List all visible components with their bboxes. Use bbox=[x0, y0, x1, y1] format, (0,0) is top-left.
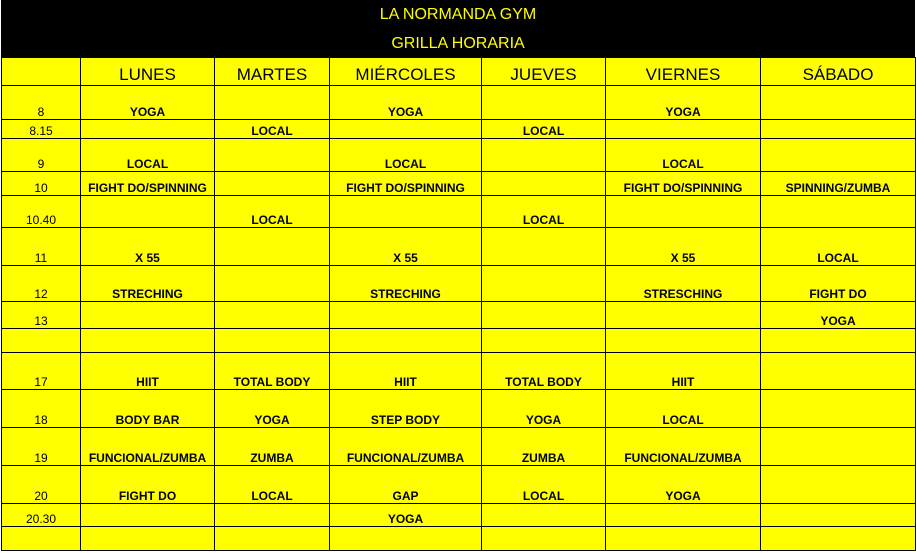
class-cell bbox=[761, 329, 916, 353]
class-cell bbox=[482, 228, 606, 266]
day-header-viernes: VIERNES bbox=[606, 58, 761, 86]
schedule-row bbox=[2, 139, 916, 172]
schedule-row bbox=[2, 172, 916, 196]
day-header-miercoles: MIÉRCOLES bbox=[330, 58, 482, 86]
class-cell: YOGA bbox=[215, 390, 330, 428]
time-cell: 10 bbox=[2, 172, 81, 196]
class-cell bbox=[482, 329, 606, 353]
class-cell bbox=[606, 120, 761, 139]
class-cell: YOGA bbox=[330, 504, 482, 527]
time-cell bbox=[2, 329, 81, 353]
class-cell bbox=[215, 228, 330, 266]
class-cell bbox=[761, 390, 916, 428]
time-cell: 10.40 bbox=[2, 196, 81, 228]
time-cell: 18 bbox=[2, 390, 81, 428]
class-cell bbox=[215, 302, 330, 329]
schedule-table bbox=[1, 57, 916, 551]
time-cell: 17 bbox=[2, 353, 81, 390]
gym-title: LA NORMANDA GYM bbox=[1, 0, 915, 30]
class-cell: LOCAL bbox=[81, 139, 215, 172]
schedule-row bbox=[2, 196, 916, 228]
class-cell: FIGHT DO/SPINNING bbox=[606, 172, 761, 196]
header-row bbox=[2, 58, 916, 86]
time-cell: 11 bbox=[2, 228, 81, 266]
class-cell: STRECHING bbox=[81, 266, 215, 302]
class-cell: FIGHT DO bbox=[761, 266, 916, 302]
class-cell bbox=[482, 139, 606, 172]
schedule-row bbox=[2, 266, 916, 302]
class-cell: YOGA bbox=[761, 302, 916, 329]
class-cell bbox=[330, 120, 482, 139]
class-cell bbox=[606, 329, 761, 353]
class-cell bbox=[81, 196, 215, 228]
class-cell: STRESCHING bbox=[606, 266, 761, 302]
class-cell bbox=[761, 504, 916, 527]
day-header-lunes: LUNES bbox=[81, 58, 215, 86]
time-cell: 20 bbox=[2, 466, 81, 504]
time-cell: 13 bbox=[2, 302, 81, 329]
class-cell: LOCAL bbox=[606, 390, 761, 428]
time-cell: 9 bbox=[2, 139, 81, 172]
day-header-jueves: JUEVES bbox=[482, 58, 606, 86]
class-cell bbox=[81, 504, 215, 527]
class-cell: FIGHT DO/SPINNING bbox=[330, 172, 482, 196]
class-cell bbox=[761, 196, 916, 228]
time-cell: 12 bbox=[2, 266, 81, 302]
class-cell bbox=[606, 302, 761, 329]
class-cell: TOTAL BODY bbox=[215, 353, 330, 390]
class-cell bbox=[482, 86, 606, 120]
class-cell: ZUMBA bbox=[215, 428, 330, 466]
schedule-subtitle: GRILLA HORARIA bbox=[1, 30, 915, 57]
class-cell: HIIT bbox=[81, 353, 215, 390]
class-cell bbox=[81, 302, 215, 329]
schedule-row bbox=[2, 466, 916, 504]
class-cell: LOCAL bbox=[482, 120, 606, 139]
class-cell: GAP bbox=[330, 466, 482, 504]
class-cell: TOTAL BODY bbox=[482, 353, 606, 390]
class-cell: YOGA bbox=[330, 86, 482, 120]
class-cell: LOCAL bbox=[482, 196, 606, 228]
schedule-row bbox=[2, 86, 916, 120]
class-cell: LOCAL bbox=[215, 466, 330, 504]
time-cell: 19 bbox=[2, 428, 81, 466]
class-cell bbox=[215, 86, 330, 120]
class-cell bbox=[215, 504, 330, 527]
class-cell: FIGHT DO/SPINNING bbox=[81, 172, 215, 196]
class-cell bbox=[482, 266, 606, 302]
class-cell bbox=[215, 172, 330, 196]
class-cell bbox=[761, 353, 916, 390]
class-cell: SPINNING/ZUMBA bbox=[761, 172, 916, 196]
day-header-martes: MARTES bbox=[215, 58, 330, 86]
class-cell: FUNCIONAL/ZUMBA bbox=[81, 428, 215, 466]
class-cell: HIIT bbox=[606, 353, 761, 390]
class-cell bbox=[215, 527, 330, 551]
class-cell: X 55 bbox=[81, 228, 215, 266]
class-cell: FIGHT DO bbox=[81, 466, 215, 504]
class-cell bbox=[606, 527, 761, 551]
class-cell bbox=[330, 302, 482, 329]
class-cell bbox=[761, 86, 916, 120]
class-cell bbox=[761, 527, 916, 551]
class-cell: LOCAL bbox=[215, 196, 330, 228]
class-cell bbox=[606, 504, 761, 527]
time-cell: 8.15 bbox=[2, 120, 81, 139]
class-cell bbox=[81, 329, 215, 353]
class-cell bbox=[330, 329, 482, 353]
schedule-row bbox=[2, 504, 916, 527]
class-cell bbox=[482, 172, 606, 196]
class-cell bbox=[330, 527, 482, 551]
schedule-row bbox=[2, 353, 916, 390]
schedule-row bbox=[2, 527, 916, 551]
time-cell: 20.30 bbox=[2, 504, 81, 527]
class-cell: ZUMBA bbox=[482, 428, 606, 466]
class-cell bbox=[330, 196, 482, 228]
class-cell: LOCAL bbox=[761, 228, 916, 266]
class-cell: FUNCIONAL/ZUMBA bbox=[330, 428, 482, 466]
class-cell bbox=[482, 504, 606, 527]
class-cell bbox=[215, 266, 330, 302]
class-cell: YOGA bbox=[482, 390, 606, 428]
class-cell bbox=[761, 466, 916, 504]
class-cell: YOGA bbox=[606, 86, 761, 120]
schedule-row bbox=[2, 120, 916, 139]
schedule-row bbox=[2, 228, 916, 266]
schedule-row bbox=[2, 329, 916, 353]
day-header-sabado: SÁBADO bbox=[761, 58, 916, 86]
schedule-row bbox=[2, 428, 916, 466]
class-cell bbox=[482, 302, 606, 329]
time-header-cell bbox=[2, 58, 81, 86]
class-cell bbox=[215, 329, 330, 353]
class-cell bbox=[482, 527, 606, 551]
class-cell: YOGA bbox=[606, 466, 761, 504]
time-cell: 8 bbox=[2, 86, 81, 120]
schedule-body bbox=[2, 58, 916, 551]
class-cell: LOCAL bbox=[215, 120, 330, 139]
class-cell bbox=[761, 428, 916, 466]
class-cell: LOCAL bbox=[330, 139, 482, 172]
class-cell: LOCAL bbox=[482, 466, 606, 504]
class-cell bbox=[81, 527, 215, 551]
class-cell: YOGA bbox=[81, 86, 215, 120]
class-cell: BODY BAR bbox=[81, 390, 215, 428]
class-cell: X 55 bbox=[606, 228, 761, 266]
schedule-row bbox=[2, 390, 916, 428]
class-cell bbox=[606, 196, 761, 228]
class-cell: HIIT bbox=[330, 353, 482, 390]
class-cell: STRECHING bbox=[330, 266, 482, 302]
class-cell bbox=[761, 139, 916, 172]
class-cell bbox=[761, 120, 916, 139]
schedule-row bbox=[2, 302, 916, 329]
class-cell bbox=[215, 139, 330, 172]
class-cell bbox=[81, 120, 215, 139]
class-cell: X 55 bbox=[330, 228, 482, 266]
time-cell bbox=[2, 527, 81, 551]
class-cell: LOCAL bbox=[606, 139, 761, 172]
class-cell: STEP BODY bbox=[330, 390, 482, 428]
class-cell: FUNCIONAL/ZUMBA bbox=[606, 428, 761, 466]
